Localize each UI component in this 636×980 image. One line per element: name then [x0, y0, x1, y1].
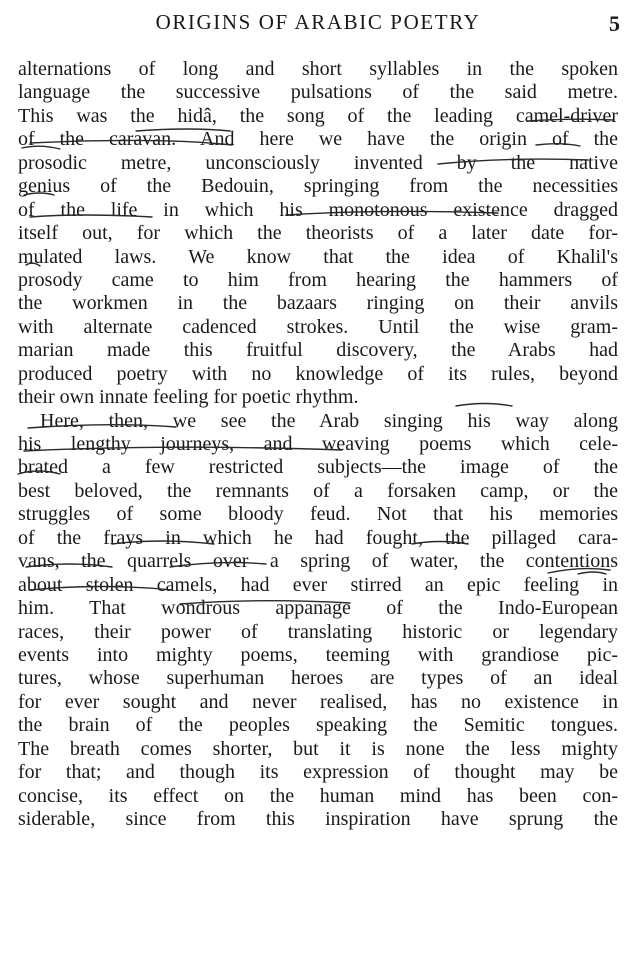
text-line: him. That wondrous appanage of the Indo-European	[18, 597, 618, 620]
text-line: tures, whose superhuman heroes are types of an ideal	[18, 667, 618, 690]
text-line: of the frays in which he had fought, the pillaged cara-	[18, 526, 618, 549]
text-line: siderable, since from this inspiration have sprung the	[18, 808, 618, 830]
running-header	[0, 8, 636, 38]
text-line: of the life in which his monotonous existence dragged	[18, 198, 618, 221]
text-line: marian made this fruitful discovery, the Arabs had	[18, 339, 618, 362]
text-line: This was the hidâ, the song of the leading camel-driver	[18, 104, 618, 127]
text-line: genius of the Bedouin, springing from the necessities	[18, 175, 618, 198]
text-line: struggles of some bloody feud. Not that his memories	[18, 503, 618, 526]
text-line: best beloved, the remnants of a forsaken camp, or the	[18, 479, 618, 502]
text-line: about stolen camels, had ever stirred an epic feeling in	[18, 573, 618, 596]
text-line: prosody came to him from hearing the hammers of	[18, 268, 618, 291]
text-line: prosodic metre, unconsciously invented by the native	[18, 151, 618, 174]
text-line: mulated laws. We know that the idea of Khalil's	[18, 245, 618, 268]
text-line: produced poetry with no knowledge of its rules, beyond	[18, 362, 618, 385]
page-number: 5	[609, 11, 620, 36]
text-line: brated a few restricted subjects—the image of the	[18, 456, 618, 479]
text-line: alternations of long and short syllables in the spoken	[18, 58, 618, 80]
text-line: language the successive pulsations of the said metre.	[18, 81, 618, 104]
text-line: Here, then, we see the Arab singing his way along	[40, 409, 618, 432]
text-line: vans, the quarrels over a spring of water, the contentions	[18, 550, 618, 573]
text-line: for ever sought and never realised, has no existence in	[18, 690, 618, 713]
body-text	[18, 58, 618, 831]
text-line: concise, its effect on the human mind has been con-	[18, 784, 618, 807]
text-line: the brain of the peoples speaking the Semitic tongues.	[18, 714, 618, 737]
text-line: his lengthy journeys, and weaving poems which cele-	[18, 433, 618, 455]
text-line: for that; and though its expression of thought may be	[18, 761, 618, 784]
text-line: The breath comes shorter, but it is none the less mighty	[18, 737, 618, 760]
text-line: itself out, for which the theorists of a later date for-	[18, 222, 618, 245]
running-title: ORIGINS OF ARABIC POETRY	[155, 10, 481, 34]
text-line: their own innate feeling for poetic rhythm.	[18, 386, 359, 409]
text-line: races, their power of translating historic or legendary	[18, 620, 618, 643]
text-line: the workmen in the bazaars ringing on their anvils	[18, 292, 618, 315]
text-line: with alternate cadenced strokes. Until the wise gram-	[18, 315, 618, 338]
text-line: of the caravan. And here we have the origin of the	[18, 128, 618, 151]
text-line: events into mighty poems, teeming with grandiose pic-	[18, 643, 618, 666]
